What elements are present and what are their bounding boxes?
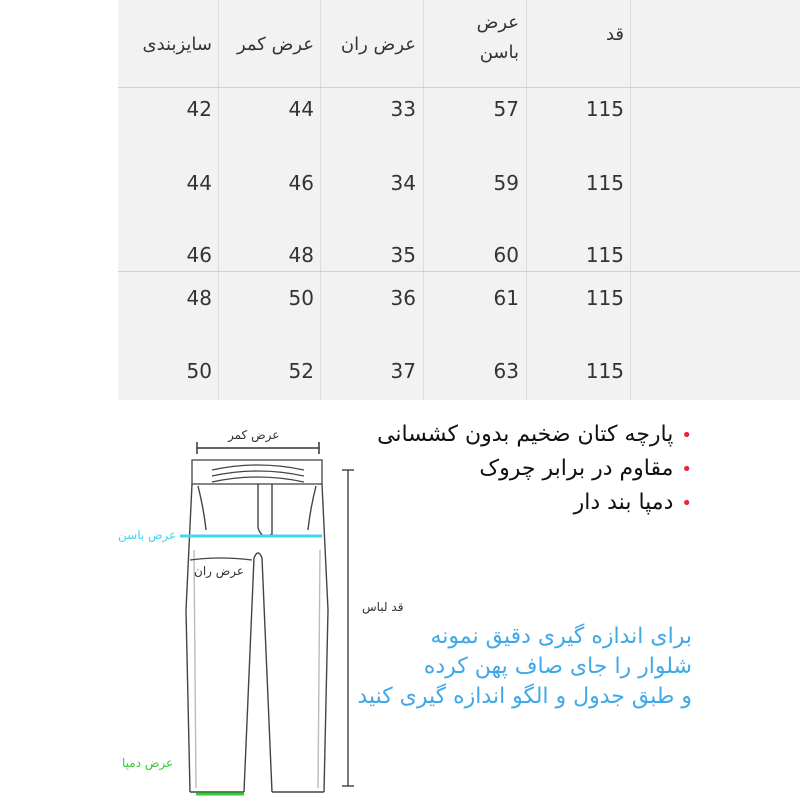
list-item: •مقاوم در برابر چروک — [479, 456, 692, 481]
cell-thigh: 37 — [390, 359, 416, 383]
header-waist: عرض کمر — [236, 34, 314, 55]
waist-dimension — [197, 442, 319, 454]
cell-size: 44 — [186, 171, 212, 195]
hip-label: عرض باسن — [118, 528, 177, 542]
list-item: •پارچه کتان ضخیم بدون کشسانی — [377, 422, 692, 447]
header-length: قد — [605, 24, 624, 45]
length-dimension — [342, 470, 354, 786]
bullet-dot-icon: • — [681, 493, 692, 514]
hem-label: عرض دمپا — [122, 756, 174, 770]
header-hip-line1: عرض — [476, 12, 519, 33]
cell-length: 115 — [585, 243, 624, 267]
measurement-instructions — [357, 622, 692, 712]
bullet-dot-icon: • — [681, 425, 692, 446]
cell-hip: 63 — [493, 359, 519, 383]
thigh-label: عرض ران — [194, 564, 245, 578]
header-thigh: عرض ران — [340, 34, 416, 55]
cell-size: 50 — [186, 359, 212, 383]
list-item: •دمپا بند دار — [573, 490, 692, 515]
cell-size: 42 — [186, 97, 212, 121]
cell-waist: 52 — [288, 359, 314, 383]
header-hip-line2: باسن — [479, 42, 519, 63]
cell-waist: 50 — [288, 286, 314, 310]
cell-thigh: 35 — [390, 243, 416, 267]
cell-thigh: 34 — [390, 171, 416, 195]
cell-length: 115 — [585, 97, 624, 121]
cell-thigh: 36 — [390, 286, 416, 310]
instruction-line: شلوار را جای صاف پهن کرده — [423, 654, 692, 679]
cell-size: 48 — [186, 286, 212, 310]
row-divider — [118, 271, 800, 272]
cell-waist: 44 — [288, 97, 314, 121]
thigh-line — [190, 558, 252, 560]
waist-label: عرض کمر — [228, 428, 280, 442]
waistband — [192, 460, 322, 484]
row-divider — [118, 87, 800, 88]
cell-length: 115 — [585, 359, 624, 383]
cell-hip: 59 — [493, 171, 519, 195]
length-label: قد لباس — [362, 600, 404, 614]
instruction-line: و طبق جدول و الگو اندازه گیری کنید — [357, 684, 692, 709]
column-divider — [320, 0, 321, 400]
cell-length: 115 — [585, 286, 624, 310]
cell-hip: 57 — [493, 97, 519, 121]
column-divider — [630, 0, 631, 400]
cell-size: 46 — [186, 243, 212, 267]
instruction-line: برای اندازه گیری دقیق نمونه — [430, 624, 692, 649]
size-table — [118, 0, 800, 400]
column-divider — [526, 0, 527, 400]
cell-thigh: 33 — [390, 97, 416, 121]
cell-waist: 48 — [288, 243, 314, 267]
cell-hip: 60 — [493, 243, 519, 267]
cell-hip: 61 — [493, 286, 519, 310]
feature-list — [377, 418, 692, 520]
cell-length: 115 — [585, 171, 624, 195]
pants-body — [186, 484, 328, 792]
cell-waist: 46 — [288, 171, 314, 195]
bullet-dot-icon: • — [681, 459, 692, 480]
header-size: سایزبندی — [142, 34, 212, 55]
column-divider — [218, 0, 219, 400]
